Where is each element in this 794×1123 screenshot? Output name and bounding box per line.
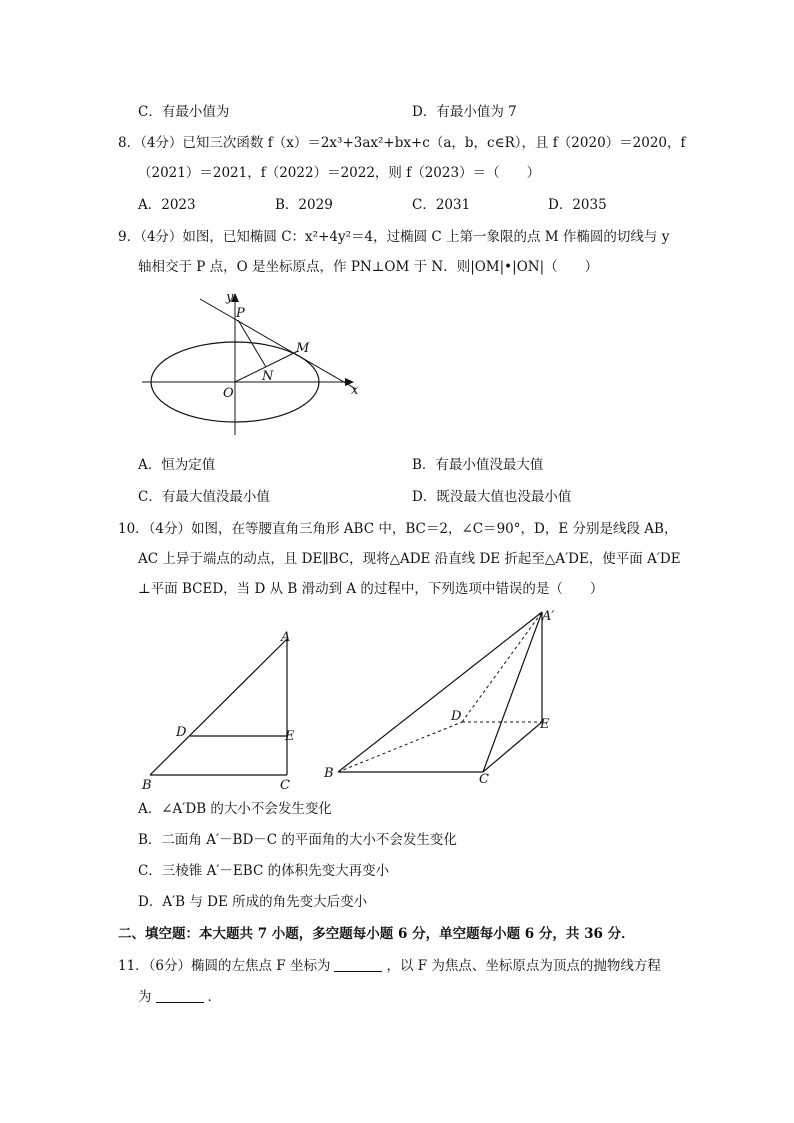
q8-option-d: D．2035 bbox=[548, 197, 607, 213]
q11-text-part3: 为 bbox=[138, 989, 152, 1005]
q10-option-d: D．A′B 与 DE 所成的角先变大后变小 bbox=[138, 894, 368, 910]
q10-fig1-label-b: B bbox=[142, 778, 152, 793]
q9-label-y: y bbox=[226, 290, 234, 305]
q11-stem-line2 bbox=[138, 988, 221, 1006]
q8-stem-line2: （2021）＝2021，f（2022）＝2022，则 f（2023）＝（ ） bbox=[138, 165, 541, 181]
q10-fig1-label-a: A bbox=[281, 630, 291, 645]
q9-label-x: x bbox=[351, 383, 359, 398]
q10-stem-line2: AC 上异于端点的动点，且 DE∥BC，现将△ADE 沿直线 DE 折起至△A′DE，使平面 A′DE bbox=[138, 551, 681, 567]
q10-option-b: B．二面角 A′－BD－C 的平面角的大小不会发生变化 bbox=[138, 832, 457, 848]
q8-option-b: B．2029 bbox=[275, 197, 333, 213]
q11-stem-line1 bbox=[118, 957, 661, 975]
q10-fig2-label-b: B bbox=[324, 766, 334, 781]
q7-option-c: C．有最小值为 bbox=[138, 104, 230, 120]
q10-fig2-label-d: D bbox=[451, 709, 462, 724]
q9-option-c: C．有最大值没最小值 bbox=[138, 489, 270, 505]
q10-fig1-label-e: E bbox=[285, 729, 295, 744]
q9-label-n: N bbox=[262, 369, 274, 384]
q10-stem-line3: ⊥平面 BCED，当 D 从 B 滑动到 A 的过程中，下列选项中错误的是（ ） bbox=[138, 581, 604, 597]
q9-option-b: B．有最小值没最大值 bbox=[412, 457, 544, 473]
q10-fig1-label-d: D bbox=[176, 725, 187, 740]
q9-ellipse-figure bbox=[130, 285, 370, 445]
q10-fig1-label-c: C bbox=[280, 778, 290, 793]
q10-stem-line1: 10．（4分）如图，在等腰直角三角形 ABC 中，BC＝2，∠C＝90°，D，E 分别是线段 AB， bbox=[118, 521, 678, 537]
q10-triangle-figure bbox=[135, 625, 315, 800]
q9-label-o: O bbox=[223, 386, 234, 401]
q11-text-part1: 11．（6分）椭圆的左焦点 F 坐标为 bbox=[118, 958, 331, 974]
q8-option-a: A．2023 bbox=[138, 197, 196, 213]
q7-option-d: D．有最小值为 7 bbox=[412, 104, 517, 120]
q10-option-a: A．∠A′DB 的大小不会发生变化 bbox=[138, 801, 332, 817]
section-2-heading: 二、填空题：本大题共 7 小题，多空题每小题 6 分，单空题每小题 6 分，共 36 分． bbox=[118, 926, 635, 942]
q9-label-m: M bbox=[296, 341, 310, 356]
q9-stem-line2: 轴相交于 P 点，O 是坐标原点，作 PN⊥OM 于 N．则|OM|•|ON|（ ） bbox=[138, 259, 599, 275]
q11-blank-2[interactable] bbox=[156, 988, 204, 1003]
q11-text-part4: ． bbox=[207, 989, 221, 1005]
q9-stem-line1: 9．（4分）如图，已知椭圆 C：x²+4y²＝4，过椭圆 C 上第一象限的点 M 作椭圆的切线与 y bbox=[118, 229, 670, 245]
q9-option-a: A．恒为定值 bbox=[138, 457, 216, 473]
q10-fig2-label-e: E bbox=[540, 717, 550, 732]
q10-option-c: C．三棱锥 A′－EBC 的体积先变大再变小 bbox=[138, 863, 390, 879]
q10-fig2-label-a-prime: A′ bbox=[542, 609, 555, 624]
q10-folded-figure bbox=[320, 600, 570, 790]
q9-option-d: D．既没最大值也没最小值 bbox=[412, 489, 572, 505]
q9-label-p: P bbox=[236, 306, 245, 321]
q10-fig2-label-c: C bbox=[479, 772, 489, 787]
q11-blank-1[interactable] bbox=[334, 957, 382, 972]
q8-option-c: C．2031 bbox=[412, 197, 471, 213]
q11-text-part2: ，以 F 为焦点、坐标原点为顶点的抛物线方程 bbox=[386, 958, 661, 974]
q8-stem-line1: 8．（4分）已知三次函数 f（x）＝2x³+3ax²+bx+c（a，b，c∈R），且 f（2020）＝2020，f bbox=[118, 135, 686, 151]
